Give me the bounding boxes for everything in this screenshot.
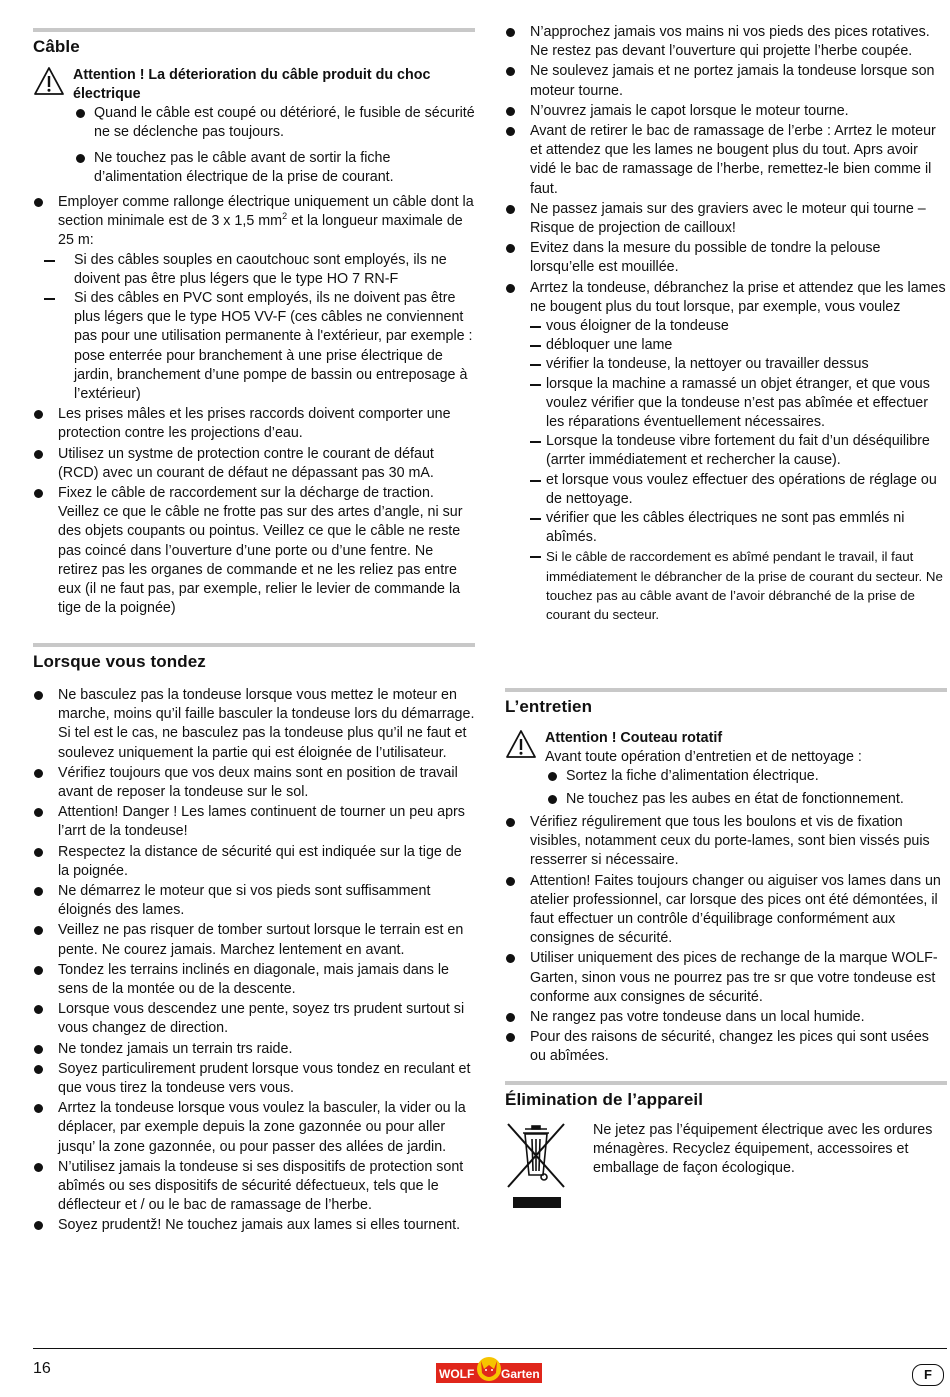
cable-warning — [33, 66, 475, 187]
list-item: Ne touchez pas les aubes en état de fonctionnement. — [545, 790, 947, 809]
maintenance-warning-text: Avant toute opération d’entretien et de nettoyage : — [545, 749, 862, 765]
dash-item: vérifier que les câbles électriques ne sont pas emmlés ni abîmés. — [530, 509, 947, 547]
section-divider — [33, 28, 475, 32]
list-item: Soyez prudentž! Ne touchez jamais aux lames si elles tournent. — [33, 1216, 475, 1235]
stop-dashes — [530, 317, 947, 624]
disposal-text: Ne jetez pas l’équipement électrique avec les ordures ménagères. Recyclez équipement, accessoires et emballage de façon écologique. — [593, 1122, 933, 1177]
list-item: Ne démarrez le moteur que si vos pieds sont suffisamment éloignés des lames. — [33, 882, 475, 920]
list-item: Quand le câble est coupé ou détérioré, le fusible de sécurité ne se déclenche pas toujours. — [73, 104, 475, 142]
list-item: Les prises mâles et les prises raccords doivent comporter une protection contre les projections d’eau. — [33, 405, 475, 443]
list-item: Vérifiez toujours que vos deux mains sont en position de travail avant de reposer la tondeuse sur le sol. — [33, 764, 475, 802]
maintenance-heading: L’entretien — [505, 697, 593, 716]
list-item: Tondez les terrains inclinés en diagonale, mais jamais dans le sens de la montée ou de la descente. — [33, 961, 475, 999]
list-item: Lorsque vous descendez une pente, soyez trs prudent surtout si vous changez de direction. — [33, 1000, 475, 1038]
list-item — [505, 279, 947, 625]
list-item: Ne rangez pas votre tondeuse dans un local humide. — [505, 1008, 947, 1027]
list-item: Attention! Danger ! Les lames continuent de tourner un peu aprs l’arrt de la tondeuse! — [33, 803, 475, 841]
list-item: Arrtez la tondeuse lorsque vous voulez la basculer, la vider ou la déplacer, par exemple depuis la zone gazonnée ou pour aller jusqu’ la zone gazonnée, ou pour passer des allées de jardin. — [33, 1099, 475, 1157]
warning-triangle-icon — [505, 729, 537, 759]
page-number: 16 — [33, 1360, 51, 1377]
disposal-block — [505, 1121, 947, 1179]
list-item — [33, 193, 475, 404]
dash-item: Si des câbles souples en caoutchouc sont employés, ils ne doivent pas être plus légers que le type HO 7 RN-F — [44, 251, 475, 289]
section-divider — [505, 688, 947, 692]
superscript: 2 — [282, 211, 288, 222]
extension-dashes — [33, 251, 475, 405]
mowing-bullets — [33, 686, 475, 1236]
wolf-garten-logo — [434, 1355, 544, 1387]
safety-bullets — [505, 23, 947, 624]
disposal-section — [505, 1081, 947, 1179]
extension-text: Employer comme rallonge électrique uniquement un câble dont la section minimale est de 3 x 1,5 mm — [58, 194, 474, 230]
list-item: Utilisez un systme de protection contre le courant de défaut (RCD) avec un courant de défaut ne dépassant pas 30 mA. — [33, 445, 475, 483]
list-item: Attention! Faites toujours changer ou aiguiser vos lames dans un atelier professionnel, car lorsque des pices ont été démontées, il faut effectuer un contrôle d’équilibrage conformément aux consignes de sécurité. — [505, 872, 947, 949]
list-item: Ne basculez pas la tondeuse lorsque vous mettez le moteur en marche, moins qu’il faille basculer la tondeuse lors du démarrage. Si tel est le cas, ne basculez pas la tondeuse plus qu’il ne faut et soulevez uniquement la partie qui est éloignée de l’utilisateur. — [33, 686, 475, 763]
list-item: Sortez la fiche d’alimentation électrique. — [545, 767, 947, 786]
dash-item: lorsque la machine a ramassé un objet étranger, et que vous voulez vérifier que la tondeuse n’est pas abîmée et effectuer les réparations éventuellement nécessaires. — [530, 375, 947, 433]
maintenance-warning-title: Attention ! Couteau rotatif — [545, 730, 723, 746]
section-divider — [33, 643, 475, 647]
list-item: Fixez le câble de raccordement sur la décharge de traction. Veillez ce que le câble ne frotte pas sur des artes d’angle, ni sur des objets coupants ou pointus. Veillez ce que le câble ne reste pas coincé dans l’ouverture d’une porte ou d’une fentre. Ne retirez pas les organes de commande et ne les reliez pas entre eux (il ne faut pas, par exemple, relier le levier de commande la tige de la poignée) — [33, 484, 475, 618]
dash-item: et lorsque vous voulez effectuer des opérations de réglage ou de nettoyage. — [530, 471, 947, 509]
warning-triangle-icon — [33, 66, 65, 96]
list-item: Evitez dans la mesure du possible de tondre la pelouse lorsqu’elle est mouillée. — [505, 239, 947, 277]
list-item: Avant de retirer le bac de ramassage de l’erbe : Arrtez le moteur et attendez que les lames ne bougent plus du tout. Aprs avoir vidé le bac de ramassage de l’herbe, remettez-le bien comme il faut. — [505, 122, 947, 199]
safety-continued — [505, 23, 947, 625]
stop-intro: Arrtez la tondeuse, débranchez la prise et attendez que les lames ne bougent plus du tout lorsque, par exemple, vous voulez — [530, 279, 946, 315]
section-divider — [505, 1081, 947, 1085]
logo-garten-text: Garten — [501, 1367, 540, 1381]
dash-item: vous éloigner de la tondeuse — [530, 317, 947, 336]
maintenance-warning-list — [545, 767, 947, 809]
language-badge: F — [912, 1364, 944, 1386]
footer-divider — [33, 1348, 947, 1349]
dash-item: vérifier la tondeuse, la nettoyer ou travailler dessus — [530, 355, 947, 374]
list-item: Ne soulevez jamais et ne portez jamais la tondeuse lorsque son moteur tourne. — [505, 62, 947, 100]
list-item: Pour des raisons de sécurité, changez les pices qui sont usées ou abîmées. — [505, 1028, 947, 1066]
cable-warning-list — [73, 104, 475, 187]
maintenance-bullets — [505, 813, 947, 1067]
list-item: Ne passez jamais sur des graviers avec le moteur qui tourne – Risque de projection de cailloux! — [505, 200, 947, 238]
list-item: N’ouvrez jamais le capot lorsque le moteur tourne. — [505, 102, 947, 121]
list-item: Ne tondez jamais un terrain trs raide. — [33, 1040, 475, 1059]
disposal-heading: Élimination de l’appareil — [505, 1090, 704, 1109]
list-item: Respectez la distance de sécurité qui est indiquée sur la tige de la poignée. — [33, 843, 475, 881]
cable-warning-title: Attention ! La déterioration du câble produit du choc électrique — [73, 67, 431, 102]
dash-item: Si des câbles en PVC sont employés, ils ne doivent pas être plus légers que le type HO5 VV-F (ces câbles ne conviennent pas pour une utilisation permanente à l'extérieur, par exemple : pose enterrée pour branchement à une prise électrique de jardin, branchement d’une pompe de bassin ou entreposage à l’extérieur) — [44, 289, 475, 404]
maintenance-section — [505, 688, 947, 1068]
list-item: Ne touchez pas le câble avant de sortir la fiche d’alimentation électrique de la prise de courant. — [73, 149, 475, 187]
dash-item: Lorsque la tondeuse vibre fortement du fait d’un déséquilibre (arrter immédiatement et rechercher la cause). — [530, 432, 947, 470]
crossed-out-bin-icon — [505, 1121, 567, 1209]
mowing-section — [33, 643, 475, 1237]
logo-wolf-text: WOLF — [439, 1367, 475, 1381]
cable-section — [33, 28, 475, 619]
dash-item: Si le câble de raccordement es abîmé pendant le travail, il faut immédiatement le débrancher de la prise de courant du secteur. Ne touchez pas au câble avant de l’avoir débranché de la prise de courant du secteur. — [530, 547, 947, 624]
list-item: N’utilisez jamais la tondeuse si ses dispositifs de protection sont abîmés ou ses dispositifs de sécurité défectueux, tels que le déflecteur et / ou le bac de ramassage de l’herbe. — [33, 1158, 475, 1216]
list-item: Utiliser uniquement des pices de rechange de la marque WOLF-Garten, sinon vous ne pourrez pas tre sr que votre tondeuse est conforme aux consignes de sécurité. — [505, 949, 947, 1007]
mowing-heading: Lorsque vous tondez — [33, 652, 206, 671]
list-item: Soyez particulirement prudent lorsque vous tondez en reculant et que vous tirez la tondeuse vers vous. — [33, 1060, 475, 1098]
dash-item: débloquer une lame — [530, 336, 947, 355]
list-item: Vérifiez régulirement que tous les boulons et vis de fixation visibles, notamment ceux du porte-lames, sont bien vissés puis resserrer si nécessaire. — [505, 813, 947, 871]
maintenance-warning — [505, 729, 947, 809]
list-item: N’approchez jamais vos mains ni vos pieds des pices rotatives. Ne restez pas devant l’ouverture qui projette l’herbe coupée. — [505, 23, 947, 61]
cable-heading: Câble — [33, 37, 80, 56]
extension-text-end: et la longueur maximale de 25 m: — [58, 213, 463, 249]
cable-bullets — [33, 193, 475, 618]
list-item: Veillez ne pas risquer de tomber surtout lorsque le terrain est en pente. Ne courez jamais. Marchez lentement en avant. — [33, 921, 475, 959]
